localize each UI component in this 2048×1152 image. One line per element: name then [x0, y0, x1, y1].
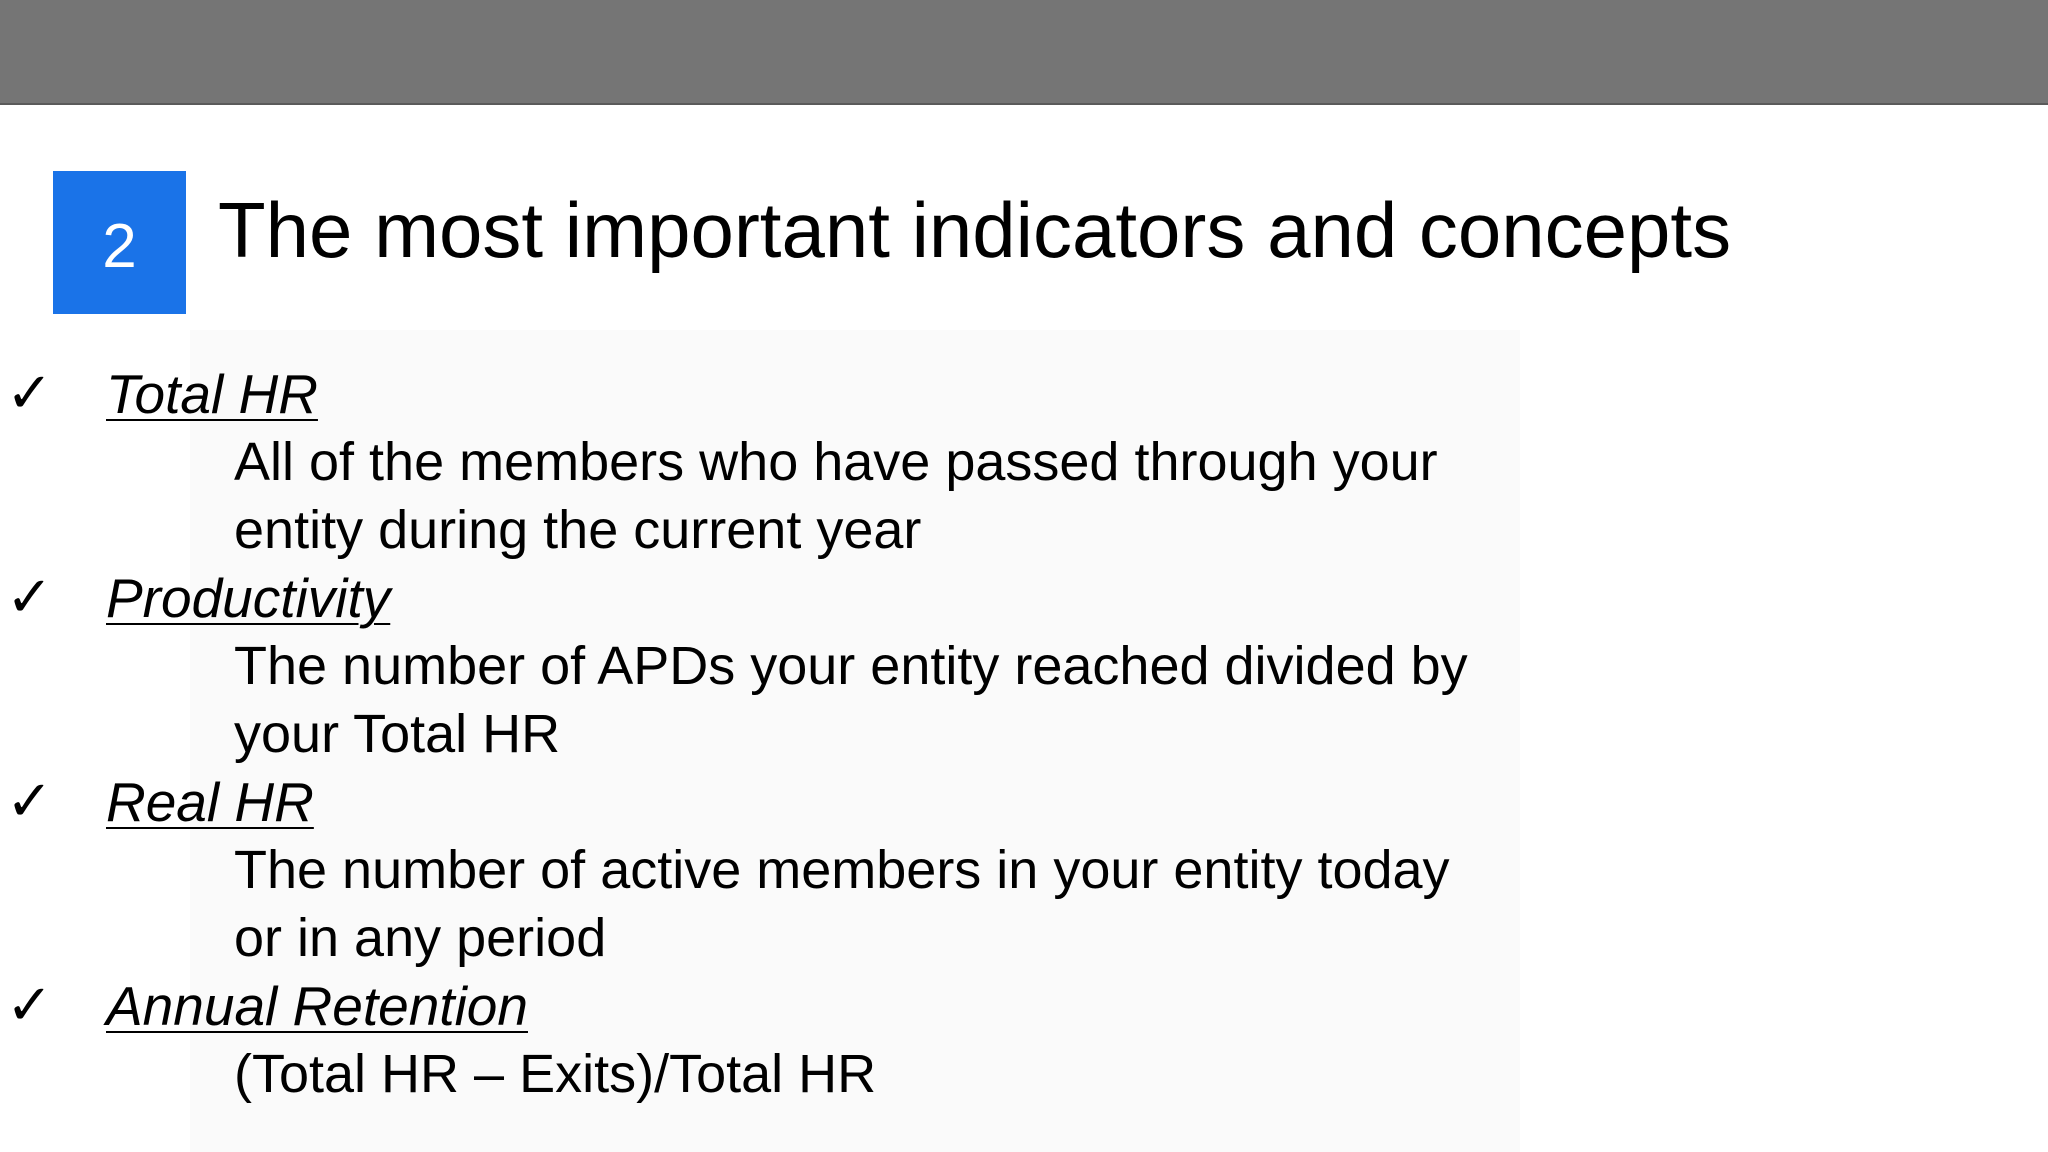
indicator-head — [0, 768, 1600, 836]
header-bar — [0, 0, 2048, 105]
description-line: your Total HR — [234, 704, 561, 764]
indicator-term: Annual Retention — [106, 975, 528, 1037]
indicator-term: Total HR — [106, 363, 318, 425]
indicator-description — [234, 632, 1534, 768]
indicator-head — [0, 564, 1600, 632]
description-line: or in any period — [234, 908, 607, 968]
check-mark-icon: ✓ — [6, 361, 53, 426]
indicator-item — [0, 564, 1600, 768]
section-number-badge: 2 — [53, 171, 186, 314]
description-line: The number of active members in your entity today — [234, 840, 1450, 900]
indicator-term: Real HR — [106, 771, 314, 833]
indicator-item — [0, 768, 1600, 972]
check-mark-icon: ✓ — [6, 973, 53, 1038]
slide-title: The most important indicators and concepts — [218, 186, 1732, 274]
indicator-description — [234, 836, 1534, 972]
description-line: entity during the current year — [234, 500, 922, 560]
description-line: (Total HR – Exits)/Total HR — [234, 1044, 877, 1104]
check-mark-icon: ✓ — [6, 565, 53, 630]
indicator-head — [0, 972, 1600, 1040]
indicator-list — [0, 360, 1600, 1108]
indicator-item — [0, 972, 1600, 1108]
description-line: The number of APDs your entity reached divided by — [234, 636, 1468, 696]
indicator-description — [234, 428, 1534, 564]
description-line: All of the members who have passed through your — [234, 432, 1438, 492]
check-mark-icon: ✓ — [6, 769, 53, 834]
indicator-head — [0, 360, 1600, 428]
indicator-item — [0, 360, 1600, 564]
indicator-description — [234, 1040, 1534, 1108]
indicator-term: Productivity — [106, 567, 391, 629]
